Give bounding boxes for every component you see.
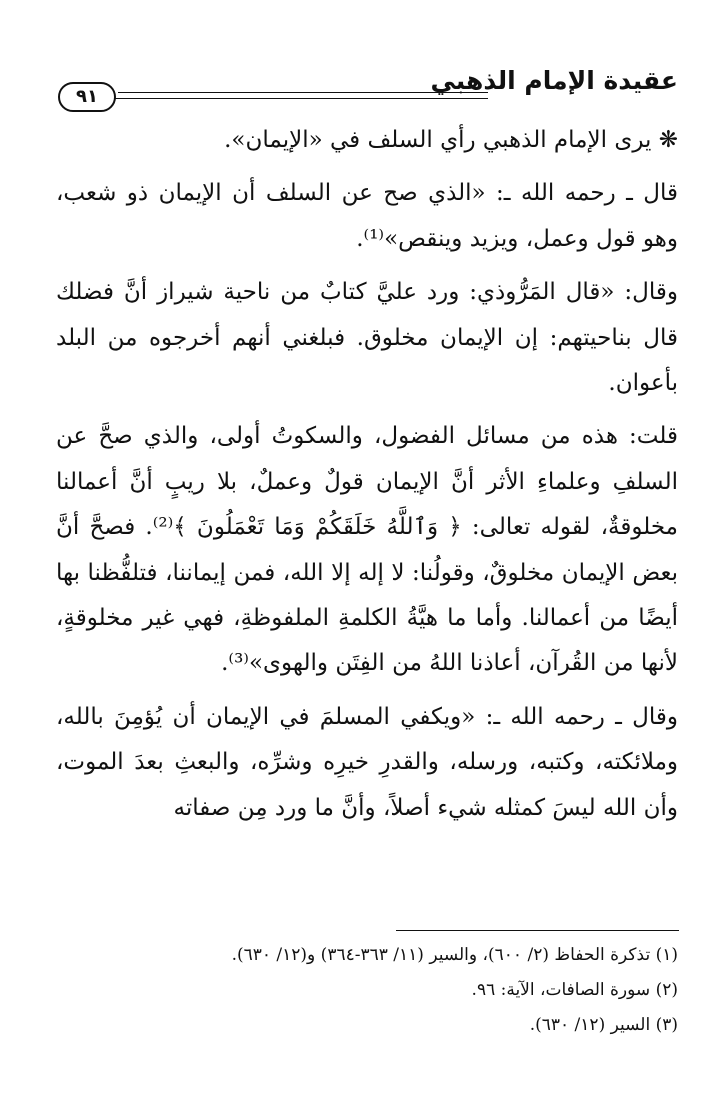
footnote-2: (٢) سورة الصافات، الآية: ٩٦. [471, 980, 678, 1000]
body-text [56, 118, 678, 831]
paragraph-quote-2: وقال: «قال المَرُّوذي: ورد عليَّ كتابٌ من ناحية شيراز أنَّ فضلك قال بناحيتهم: إن الإيمان مخلوق. فبلغني أنهم أخرجوه من البلد بأعوان. [56, 279, 678, 397]
footnote-separator [396, 930, 679, 931]
footnote-1: (١) تذكرة الحفاظ (٢/ ٦٠٠)، والسير (١١/ ٣٦٣-٣٦٤) و(١٢/ ٦٣٠). [231, 945, 678, 965]
paragraph-quote-1: قال ـ رحمه الله ـ: «الذي صح عن السلف أن الإيمان ذو شعب، وهو قول وعمل، ويزيد وينقص»⁽¹⁾. [56, 180, 678, 252]
page-number: ٩١ [58, 82, 116, 112]
header-rule [118, 92, 488, 93]
running-title: عقيدة الإمام الذهبي [430, 66, 678, 95]
header-rule-lower [98, 98, 488, 99]
page-header [58, 58, 678, 108]
footnotes [120, 938, 678, 1043]
paragraph-heading: ❋ يرى الإمام الذهبي رأي السلف في «الإيمان». [224, 127, 678, 153]
paragraph-quote-3: وقال ـ رحمه الله ـ: «ويكفي المسلمَ في الإيمان أن يُؤمِنَ بالله، وملائكته، وكتبه، ورسله، والقدرِ خيرِه وشرِّه، والبعثِ بعدَ الموت، وأن الله ليسَ كمثله شيء أصلاً، وأنَّ ما ورد مِن صفاته [56, 703, 678, 821]
paragraph-commentary: قلت: هذه من مسائل الفضول، والسكوتُ أولى، والذي صحَّ عن السلفِ وعلماءِ الأثر أنَّ الإيمان قولٌ وعملٌ، بلا ريبٍ أنَّ أعمالنا مخلوقةٌ، لقوله تعالى: ﴿ وَٱللَّهُ خَلَقَكُمْ وَمَا تَعْمَلُونَ ﴾⁽²⁾. فصحَّ أنَّ بعض الإيمان مخلوقٌ، وقولُنا: لا إله إلا الله، فمن إيماننا، فتلفُّظنا بها أيضًا من أعمالنا. وأما ما هيَّةُ الكلمةِ الملفوظةِ، فهي غير مخلوقةٍ، لأنها من القُرآن، أعاذنا اللهُ من الفِتَن والهوى»⁽³⁾. [56, 423, 678, 677]
footnote-3: (٣) السير (١٢/ ٦٣٠). [529, 1015, 678, 1035]
